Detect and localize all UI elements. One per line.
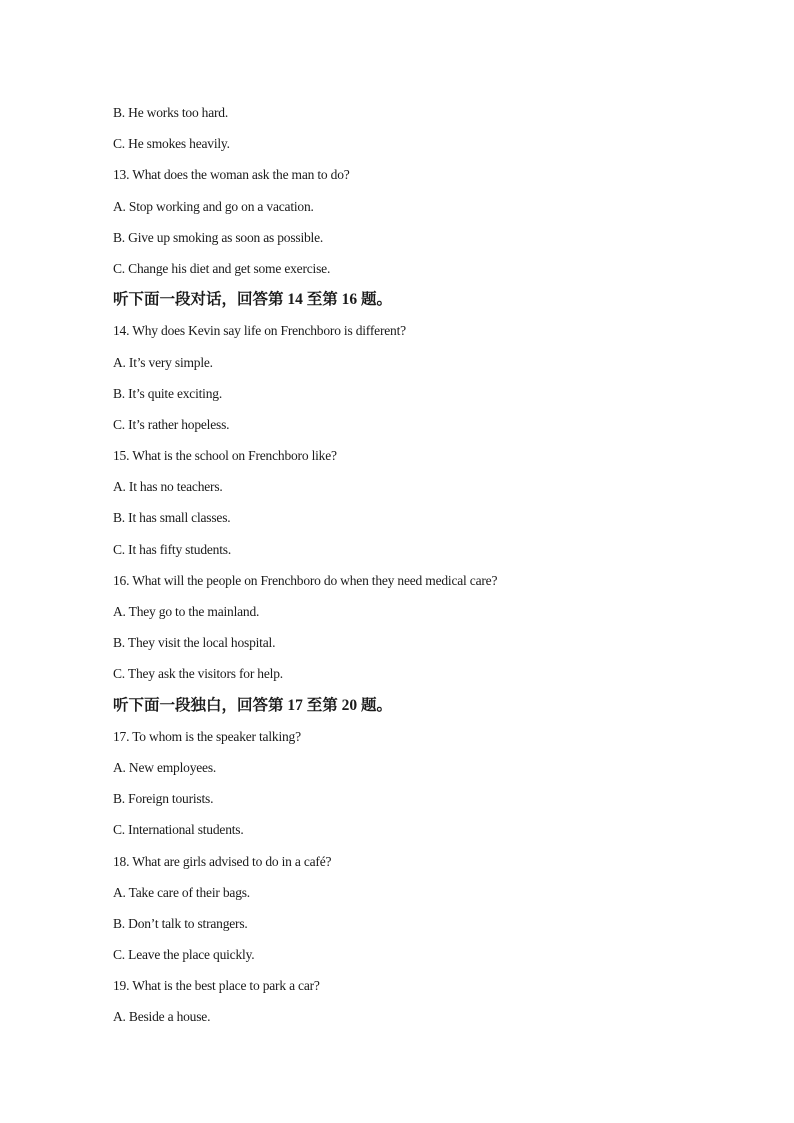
option-line: C. Change his diet and get some exercise. (113, 260, 331, 276)
section-heading: 听下面一段独白，回答第 17 至第 20 题。 (113, 696, 393, 714)
option-line: B. Give up smoking as soon as possible. (113, 229, 324, 245)
option-line: B. They visit the local hospital. (113, 635, 276, 651)
question-line: 15. What is the school on Frenchboro like? (113, 448, 337, 464)
option-line: A. It’s very simple. (113, 354, 213, 370)
option-line: A. Beside a house. (113, 1009, 211, 1025)
option-line: C. International students. (113, 822, 244, 838)
document-page (113, 97, 713, 1033)
option-line: B. Don’t talk to strangers. (113, 915, 248, 931)
option-line: B. It has small classes. (113, 510, 231, 526)
question-line: 13. What does the woman ask the man to do? (113, 167, 350, 183)
option-line: B. Foreign tourists. (113, 791, 214, 807)
option-line: A. Stop working and go on a vacation. (113, 198, 314, 214)
option-line: A. They go to the mainland. (113, 604, 260, 619)
option-line: C. He smokes heavily. (113, 136, 230, 152)
option-line: A. New employees. (113, 759, 217, 775)
question-line: 19. What is the best place to park a car? (113, 978, 320, 994)
option-line: C. It’s rather hopeless. (113, 416, 230, 432)
option-line: B. It’s quite exciting. (113, 385, 223, 401)
option-line: C. Leave the place quickly. (113, 947, 255, 963)
option-line: B. He works too hard. (113, 105, 229, 120)
option-line: C. It has fifty students. (113, 541, 231, 557)
option-line: A. Take care of their bags. (113, 884, 250, 900)
question-line: 17. To whom is the speaker talking? (113, 728, 301, 744)
section-heading: 听下面一段对话，回答第 14 至第 16 题。 (113, 291, 393, 309)
question-line: 16. What will the people on Frenchboro do when they need medical care? (113, 572, 498, 588)
question-line: 14. Why does Kevin say life on Frenchboro is different? (113, 323, 406, 339)
question-line: 18. What are girls advised to do in a café? (113, 853, 332, 869)
option-line: A. It has no teachers. (113, 479, 223, 495)
option-line: C. They ask the visitors for help. (113, 666, 283, 682)
